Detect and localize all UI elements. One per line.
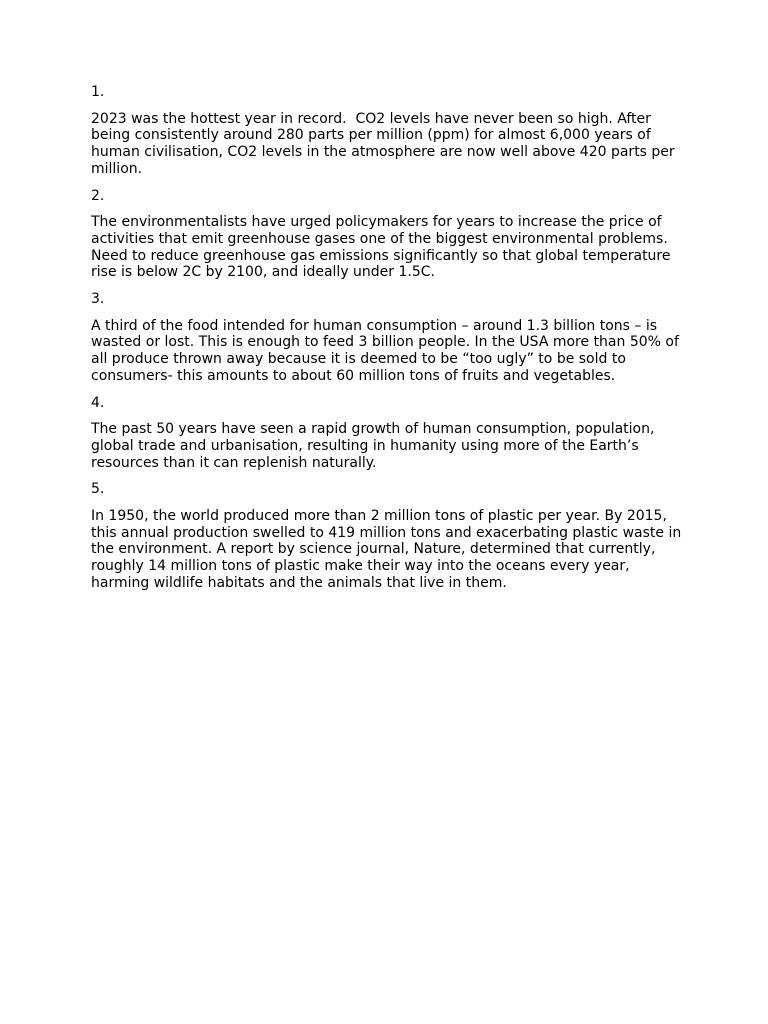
item-paragraph: In 1950, the world produced more than 2 million tons of plastic per year. By 2015, this annual production swelled to 419 million tons and exacerbating plastic waste in the environment. A report by science journal, Nature, determined that currently, roughly 14 million tons of plastic make their way into the oceans every year, harming wildlife habitats and the animals that live in them.: [91, 508, 686, 591]
item-paragraph: The past 50 years have seen a rapid growth of human consumption, population, global trade and urbanisation, resulting in humanity using more of the Earth’s resources than it can replenish naturally.: [91, 421, 659, 471]
item-number: 2.: [91, 187, 105, 204]
item-paragraph: A third of the food intended for human consumption – around 1.3 billion tons – is wasted or lost. This is enough to feed 3 billion people. In the USA more than 50% of all produce thrown away because it is deemed to be “too ugly” to be sold to consumers- this amounts to about 60 million tons of fruits and vegetables.: [91, 317, 684, 384]
item-number: 4.: [91, 394, 105, 411]
item-number: 1.: [91, 84, 105, 100]
item-paragraph: The environmentalists have urged policymakers for years to increase the price of activities that emit greenhouse gases one of the biggest environmental problems. Need to reduce greenhouse gas emissions significantly so that global temperature rise is below 2C by 2100, and ideally under 1.5C.: [91, 214, 675, 281]
item-number: 5.: [91, 481, 105, 498]
document-body: [91, 84, 686, 602]
item-number: 3.: [91, 291, 105, 308]
item-paragraph: 2023 was the hottest year in record. CO2 levels have never been so high. After being consistently around 280 parts per million (ppm) for almost 6,000 years of human civilisation, CO2 levels in the atmosphere are now well above 420 parts per million.: [91, 110, 680, 177]
